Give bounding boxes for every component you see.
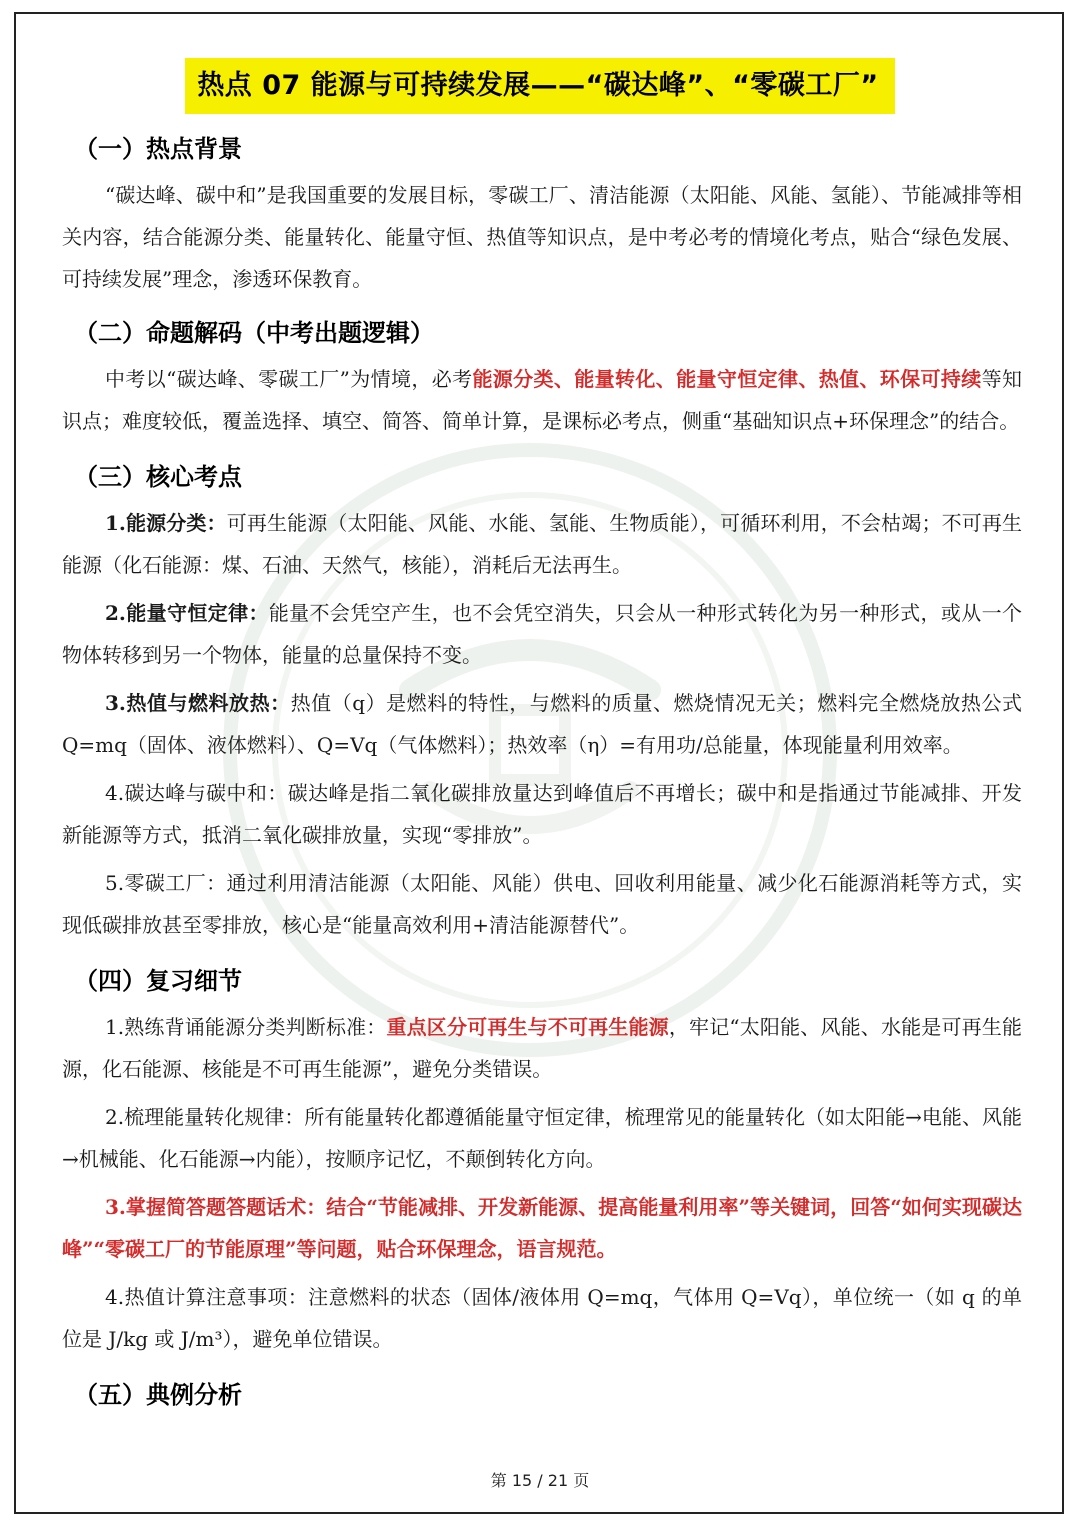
emphasis-text: 能源分类、能量转化、能量守恒定律、热值、环保可持续 [472, 367, 982, 391]
review-item-3: 3.掌握简答题答题话术：结合“节能减排、开发新能源、提高能量利用率”等关键词，回答“如何实现碳达峰”“零碳工厂的节能原理”等问题，贴合环保理念，语言规范。 [62, 1195, 1022, 1261]
text-run: 等知识点；难度较低，覆盖选择、填空、简答、简单计算，是课标必考点，侧重“基础知识点+环保理念”的结合。 [62, 367, 1023, 433]
core-point-4: 4.碳达峰与碳中和：碳达峰是指二氧化碳排放量达到峰值后不再增长；碳中和是指通过节能减排、开发新能源等方式，抵消二氧化碳排放量，实现“零排放”。 [62, 781, 1022, 847]
core-point-text: 可再生能源（太阳能、风能、水能、氢能、生物质能），可循环利用，不会枯竭；不可再生能源（化石能源：煤、石油、天然气，核能），消耗后无法再生。 [62, 511, 1022, 577]
review-item-4: 4.热值计算注意事项：注意燃料的状态（固体/液体用 Q=mq，气体用 Q=Vq），单位统一（如 q 的单位是 J/kg 或 J/m³），避免单位错误。 [62, 1285, 1022, 1351]
section-heading-core-points: （三）核心考点 [74, 463, 242, 491]
text-run: 中考以“碳达峰、零碳工厂”为情境，必考 [105, 367, 473, 391]
core-point-3 [62, 682, 1022, 766]
page-number: 第 15 / 21 页 [490, 1471, 590, 1490]
section-heading-decoding: （二）命题解码（中考出题逻辑） [74, 319, 434, 347]
text-run: 1.熟练背诵能源分类判断标准： [105, 1015, 387, 1039]
section-heading-background: （一）热点背景 [74, 135, 242, 163]
core-point-text: 能量不会凭空产生，也不会凭空消失，只会从一种形式转化为另一种形式，或从一个物体转移到另一个物体，能量的总量保持不变。 [62, 601, 1022, 667]
core-point-label: 2.能量守恒定律： [105, 601, 269, 625]
review-item-2: 2.梳理能量转化规律：所有能量转化都遵循能量守恒定律，梳理常见的能量转化（如太阳能→电能、风能→机械能、化石能源→内能），按顺序记忆，不颠倒转化方向。 [62, 1105, 1022, 1171]
title-bar [58, 58, 1022, 114]
paragraph-background: “碳达峰、碳中和”是我国重要的发展目标，零碳工厂、清洁能源（太阳能、风能、氢能）、节能减排等相关内容，结合能源分类、能量转化、能量守恒、热值等知识点，是中考必考的情境化考点，贴合“绿色发展、可持续发展”理念，渗透环保教育。 [62, 183, 1022, 291]
section-heading-examples: （五）典例分析 [74, 1381, 242, 1409]
paragraph-decoding [62, 358, 1022, 442]
page-title: 热点 07 能源与可持续发展——“碳达峰”、“零碳工厂” [185, 58, 894, 114]
review-item-1 [62, 1006, 1022, 1090]
text-run: ，牢记“太阳能、风能、水能是可再生能源，化石能源、核能是不可再生能源”，避免分类错误。 [62, 1015, 1022, 1081]
document-body [62, 58, 1022, 1414]
section-heading-review-details: （四）复习细节 [74, 967, 242, 995]
core-point-1 [62, 502, 1022, 586]
core-point-text: 热值（q）是燃料的特性，与燃料的质量、燃烧情况无关；燃料完全燃烧放热公式 Q=mq（固体、液体燃料）、Q=Vq（气体燃料）；热效率（η）=有用功/总能量，体现能量利用效率。 [62, 691, 1022, 757]
emphasis-text: 重点区分可再生与不可再生能源 [386, 1015, 669, 1039]
core-point-5: 5.零碳工厂：通过利用清洁能源（太阳能、风能）供电、回收利用能量、减少化石能源消耗等方式，实现低碳排放甚至零排放，核心是“能量高效利用+清洁能源替代”。 [62, 871, 1022, 937]
core-point-2 [62, 592, 1022, 676]
core-point-label: 3.热值与燃料放热： [105, 691, 291, 715]
core-point-label: 1.能源分类： [105, 511, 227, 535]
